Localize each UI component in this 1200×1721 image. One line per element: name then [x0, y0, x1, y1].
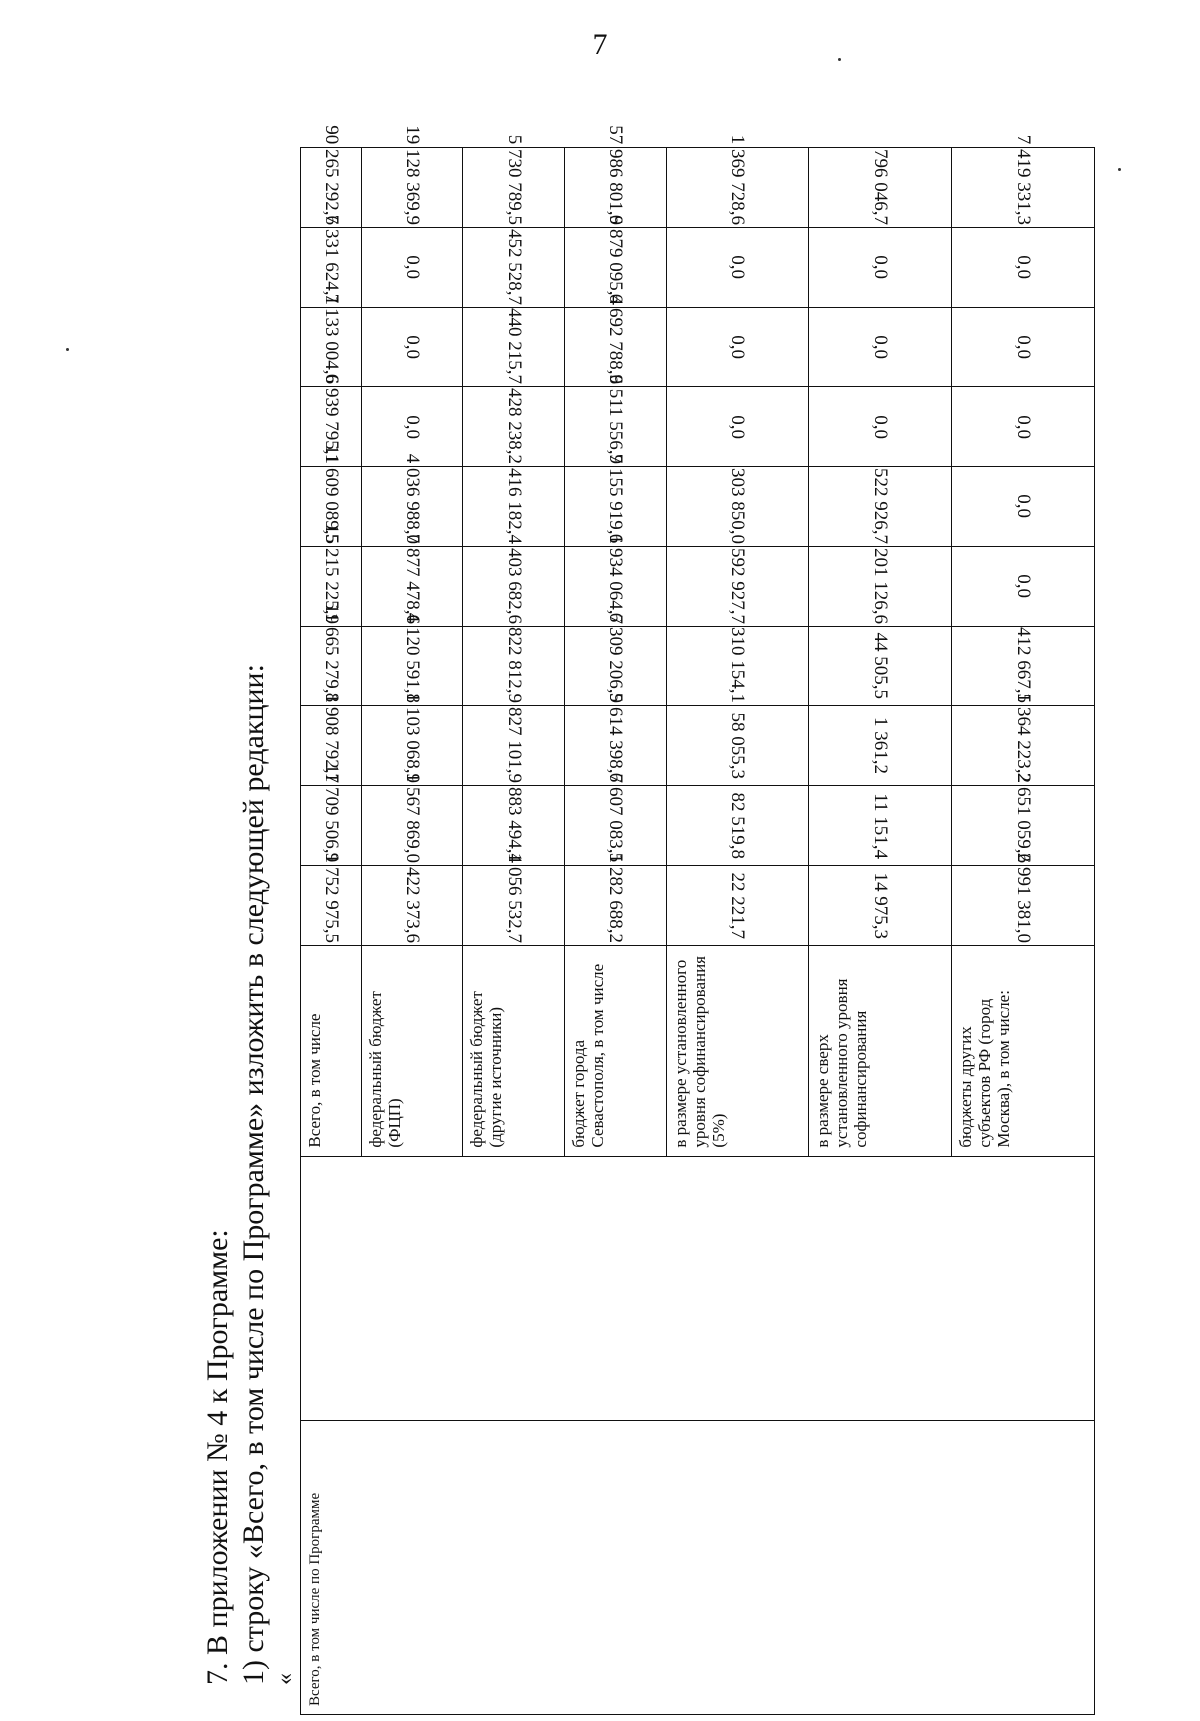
value-cell	[952, 134, 1095, 228]
value-text: 6 511 556,9	[605, 374, 627, 465]
value-text: 1 567 869,0	[401, 772, 423, 863]
value-text: 0,0	[1013, 414, 1035, 439]
row-title-cell: Всего, в том числе по Программе	[301, 1420, 1095, 1714]
value-cell	[361, 613, 463, 706]
value-cell	[301, 763, 362, 866]
value-text: 4 120 591,8	[401, 613, 423, 704]
value-cell	[952, 227, 1095, 307]
value-text: 883 494,4	[503, 787, 525, 863]
value-cell	[301, 294, 362, 387]
value-text: 0,0	[401, 255, 423, 280]
value-text: 0,0	[727, 255, 749, 280]
value-cell	[361, 533, 463, 626]
value-text: 428 238,2	[503, 388, 525, 465]
value-text: 57 986 801,9	[605, 125, 627, 225]
value-cell	[361, 453, 463, 547]
value-text: 4 036 988,0	[401, 453, 423, 544]
value-text: 11 151,4	[870, 792, 892, 859]
scan-speck	[66, 348, 69, 351]
value-cell	[564, 374, 666, 467]
value-cell	[952, 467, 1095, 547]
value-cell	[463, 546, 565, 626]
value-cell	[301, 214, 362, 307]
value-cell	[809, 467, 952, 547]
value-text: 0,0	[401, 335, 423, 359]
value-text: 0,0	[1013, 255, 1035, 280]
value-cell	[666, 467, 809, 547]
value-cell	[666, 387, 809, 467]
value-cell	[809, 626, 952, 706]
rotated-landscape-content	[200, 125, 1090, 1715]
value-cell	[666, 786, 809, 866]
value-cell	[564, 453, 666, 547]
value-cell	[666, 546, 809, 626]
funding-source-label: Всего, в том числе	[301, 945, 362, 1156]
value-cell	[952, 387, 1095, 467]
value-cell	[809, 148, 952, 228]
value-cell	[361, 772, 463, 866]
table-row	[301, 148, 362, 1715]
value-cell	[361, 866, 463, 946]
value-text: 796 046,7	[870, 148, 892, 225]
value-text: 14 975,3	[870, 872, 892, 939]
value-cell	[952, 692, 1095, 786]
value-text: 7 419 331,3	[1013, 134, 1035, 225]
value-text: 1 369 728,6	[727, 134, 749, 225]
value-text: 422 373,6	[401, 866, 423, 943]
value-text: 82 519,8	[727, 792, 749, 859]
section-instruction: 1) строку «Всего, в том числе по Программе» изложить в следующей редакции:	[237, 664, 270, 1685]
value-cell	[809, 227, 952, 307]
value-cell	[361, 227, 463, 307]
value-text: 403 682,6	[503, 547, 525, 624]
value-text: 6 934 064,7	[605, 533, 627, 624]
value-text: 11 609 089,5	[320, 444, 342, 544]
value-cell	[564, 294, 666, 387]
value-cell	[564, 692, 666, 786]
value-cell	[463, 387, 565, 467]
value-cell	[952, 546, 1095, 626]
section-heading: 7. В приложении № 4 к Программе:	[201, 1229, 234, 1685]
empty-cell	[301, 1156, 1095, 1420]
value-text: 0,0	[401, 414, 423, 439]
value-cell	[463, 786, 565, 866]
value-cell	[301, 604, 362, 706]
value-cell	[564, 533, 666, 626]
value-text: 58 055,3	[727, 712, 749, 780]
value-text: 22 221,7	[727, 872, 749, 939]
value-text: 1 103 068,9	[401, 692, 423, 784]
value-text: 6 879 095,4	[605, 214, 627, 305]
value-cell	[666, 134, 809, 228]
value-cell	[361, 307, 463, 387]
value-text: 522 926,7	[870, 467, 892, 544]
value-cell	[666, 227, 809, 307]
value-text: 452 528,7	[503, 228, 525, 305]
value-text: 6 939 795,1	[320, 373, 342, 465]
value-text: 0,0	[727, 414, 749, 439]
page-number: 7	[592, 28, 608, 61]
value-text: 44 505,5	[870, 632, 892, 700]
funding-source-label: бюджеты других субъектов РФ (город Москва), в том числе:	[952, 945, 1095, 1156]
value-cell	[666, 626, 809, 706]
funding-source-label: в размере установленного уровня софинансирования (5%)	[666, 945, 809, 1156]
value-cell	[809, 866, 952, 946]
value-cell	[463, 134, 565, 228]
value-text: 7 331 624,1	[320, 214, 342, 305]
value-cell	[952, 626, 1095, 706]
value-text: 5 730 789,5	[503, 134, 525, 225]
value-text: 827 101,9	[503, 707, 525, 784]
value-text: 416 182,4	[503, 467, 525, 544]
value-cell	[952, 852, 1095, 946]
value-cell	[463, 626, 565, 706]
value-cell	[952, 307, 1095, 387]
value-cell	[666, 307, 809, 387]
value-cell	[564, 125, 666, 228]
value-text: 303 850,0	[727, 467, 749, 544]
opening-quote: «	[272, 1673, 298, 1685]
value-text: 0,0	[870, 255, 892, 280]
value-text: 6 607 083,1	[605, 772, 627, 863]
value-text: 5 614 398,7	[605, 692, 627, 784]
value-text: 2 651 059,6	[1013, 772, 1035, 863]
value-text: 201 126,6	[870, 547, 892, 624]
scan-speck	[838, 58, 841, 61]
value-cell	[301, 373, 362, 467]
value-text: 1 056 532,7	[503, 852, 525, 943]
value-cell	[463, 307, 565, 387]
value-text: 0,0	[870, 414, 892, 439]
value-text: 0,0	[1013, 494, 1035, 519]
value-text: 11 709 506,1	[320, 763, 342, 863]
value-text: 440 215,7	[503, 308, 525, 385]
value-text: 19 128 369,9	[401, 125, 423, 225]
value-text: 0,0	[1013, 335, 1035, 359]
value-cell	[463, 706, 565, 786]
value-text: 90 265 292,6	[320, 125, 342, 225]
value-text: 412 667,5	[1013, 627, 1035, 704]
value-text: 8 908 792,7	[320, 692, 342, 784]
value-cell	[564, 613, 666, 706]
value-cell	[301, 523, 362, 626]
value-cell	[463, 467, 565, 547]
value-cell	[809, 307, 952, 387]
value-cell	[809, 546, 952, 626]
value-text: 7 155 919,1	[605, 453, 627, 544]
value-cell	[361, 125, 463, 228]
value-cell	[809, 786, 952, 866]
value-cell	[361, 692, 463, 786]
value-cell	[564, 772, 666, 866]
value-text: 7 877 478,6	[401, 533, 423, 624]
financing-table	[300, 125, 1095, 1715]
value-text: 0,0	[1013, 574, 1035, 599]
value-text: 1 361,2	[870, 717, 892, 775]
value-text: 0,0	[727, 335, 749, 359]
value-text: 592 927,7	[727, 547, 749, 624]
funding-source-label: бюджет города Севастополя, в том числе	[564, 945, 666, 1156]
value-text: 5 282 688,2	[605, 852, 627, 943]
value-cell	[301, 852, 362, 946]
value-text: 15 215 225,9	[320, 523, 342, 624]
value-cell	[809, 387, 952, 467]
value-cell	[809, 706, 952, 786]
value-text: 6 309 206,9	[605, 613, 627, 704]
value-cell	[666, 706, 809, 786]
value-cell	[952, 772, 1095, 866]
value-cell	[463, 852, 565, 946]
value-cell	[463, 227, 565, 307]
value-text: 1 364 223,2	[1013, 692, 1035, 784]
value-text: 9 752 975,5	[320, 852, 342, 943]
funding-source-label: федеральный бюджет (другие источники)	[463, 945, 565, 1156]
value-cell	[301, 125, 362, 228]
value-text: 7 133 004,6	[320, 294, 342, 385]
value-text: 0,0	[870, 335, 892, 359]
value-cell	[301, 444, 362, 547]
funding-source-label: в размере сверх установленного уровня софинансирования	[809, 945, 952, 1156]
value-cell	[564, 214, 666, 307]
value-text: 11 665 279,1	[320, 604, 342, 704]
value-cell	[564, 852, 666, 946]
value-text: 6 692 788,9	[605, 294, 627, 385]
value-text: 2 991 381,0	[1013, 852, 1035, 943]
value-cell	[666, 866, 809, 946]
value-cell	[301, 692, 362, 786]
value-text: 310 154,1	[727, 627, 749, 704]
scan-speck	[1118, 168, 1121, 171]
funding-source-label: федеральный бюджет (ФЦП)	[361, 945, 463, 1156]
value-text: 822 812,9	[503, 627, 525, 704]
